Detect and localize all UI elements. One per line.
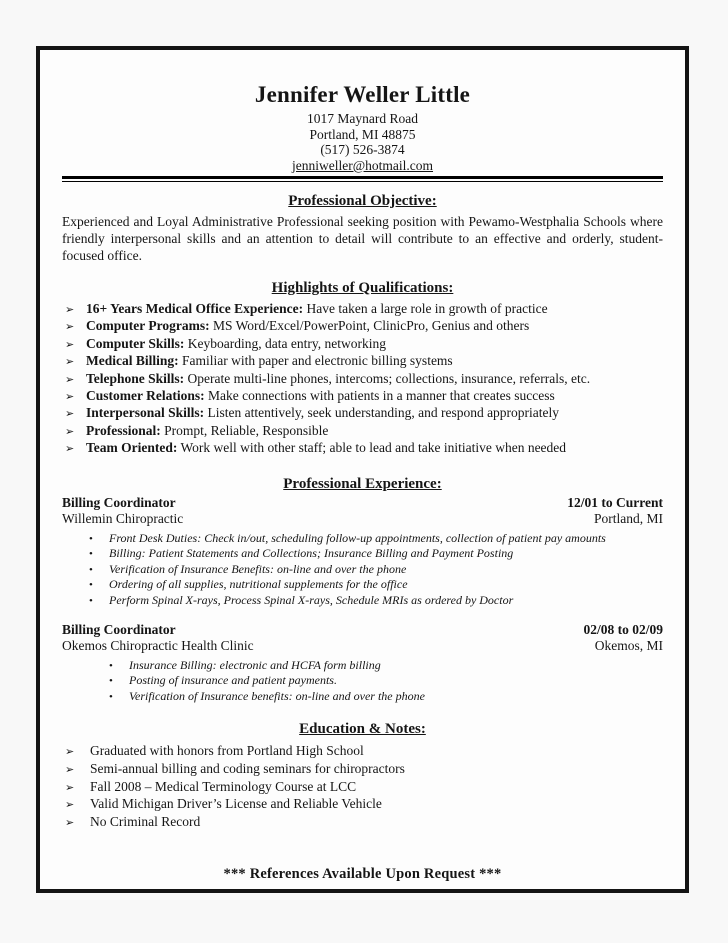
arrow-bullet-icon: ➢ <box>65 763 75 776</box>
job-bullet-item <box>109 673 663 689</box>
disc-bullet-icon: • <box>89 595 93 608</box>
references-note: *** References Available Upon Request *** <box>223 866 502 883</box>
education-item <box>62 796 663 814</box>
job-bullet-text: Front Desk Duties: Check in/out, scheduling follow-up appointments, collection of patient pay amounts <box>109 530 606 545</box>
disc-bullet-icon: • <box>89 579 93 592</box>
arrow-bullet-icon: ➢ <box>65 815 75 829</box>
qualification-label: Computer Skills: <box>86 335 185 351</box>
qualification-text <box>86 353 453 369</box>
experience-jobs <box>62 495 663 705</box>
experience-heading: Professional Experience: <box>283 475 442 492</box>
job-bullet-text: Billing: Patient Statements and Collections; Insurance Billing and Payment Posting <box>109 546 514 561</box>
job-bullet-text: Perform Spinal X-rays, Process Spinal X-rays, Schedule MRIs as ordered by Doctor <box>109 593 514 608</box>
job-bullet-item <box>89 531 663 547</box>
qualification-item <box>62 336 663 353</box>
job-bullet-item <box>89 562 663 578</box>
job-bullet-item <box>89 593 663 609</box>
arrow-bullet-icon: ➢ <box>65 407 75 421</box>
qualifications-list <box>62 301 663 458</box>
name-heading: Jennifer Weller Little <box>254 82 471 107</box>
job-entry <box>62 622 663 705</box>
education-text: No Criminal Record <box>90 813 201 829</box>
header-divider <box>62 176 663 182</box>
qualification-item <box>62 318 663 335</box>
qualifications-heading: Highlights of Qualifications: <box>271 280 454 296</box>
job-bullet-list <box>62 531 663 609</box>
qualification-text <box>86 388 555 404</box>
contact-block <box>62 111 663 173</box>
job-bullet-text: Posting of insurance and patient payments. <box>129 673 337 688</box>
arrow-bullet-icon: ➢ <box>65 337 75 351</box>
education-item <box>62 814 663 832</box>
qualification-text <box>86 405 559 421</box>
arrow-bullet-icon: ➢ <box>65 442 75 456</box>
job-bullet-item <box>109 689 663 705</box>
resume-page <box>36 46 689 893</box>
education-text: Semi-annual billing and coding seminars for chiropractors <box>90 761 405 776</box>
qualification-desc: Make connections with patients in a manner that creates success <box>204 388 555 404</box>
qualification-label: Team Oriented: <box>86 440 178 456</box>
arrow-bullet-icon: ➢ <box>65 745 75 759</box>
objective-heading: Professional Objective: <box>288 193 437 209</box>
qualification-desc: Have taken a large role in growth of practice <box>303 301 548 316</box>
arrow-bullet-icon: ➢ <box>65 355 75 369</box>
disc-bullet-icon: • <box>109 675 113 688</box>
job-bullet-text: Verification of Insurance Benefits: on-line and over the phone <box>109 561 407 576</box>
arrow-bullet-icon: ➢ <box>65 372 75 386</box>
job-bullet-text: Verification of Insurance benefits: on-line and over the phone <box>129 688 425 703</box>
qualification-item <box>62 440 663 457</box>
disc-bullet-icon: • <box>109 690 113 703</box>
job-company-row <box>62 511 663 528</box>
qualification-text <box>86 301 548 317</box>
resume-content <box>40 50 685 883</box>
arrow-bullet-icon: ➢ <box>65 390 75 404</box>
qualification-label: Medical Billing: <box>86 353 179 369</box>
disc-bullet-icon: • <box>89 532 93 545</box>
address-line-1: 1017 Maynard Road <box>307 111 418 126</box>
job-title: Billing Coordinator <box>62 494 176 510</box>
qualification-desc: Prompt, Reliable, Responsible <box>160 422 329 438</box>
qualification-item <box>62 353 663 370</box>
qualification-label: Interpersonal Skills: <box>86 405 205 421</box>
job-company: Okemos Chiropractic Health Clinic <box>62 638 254 654</box>
job-company-row <box>62 638 663 655</box>
job-company: Willemin Chiropractic <box>62 511 184 527</box>
education-text: Valid Michigan Driver’s License and Reliable Vehicle <box>90 796 382 812</box>
qualification-item <box>62 388 663 405</box>
qualification-desc: MS Word/Excel/PowerPoint, ClinicPro, Genius and others <box>209 318 530 334</box>
qualification-label: Professional: <box>86 422 161 438</box>
education-item <box>62 779 663 797</box>
job-location: Okemos, MI <box>594 638 663 654</box>
arrow-bullet-icon: ➢ <box>65 424 75 438</box>
disc-bullet-icon: • <box>109 659 113 672</box>
job-bullet-item <box>89 546 663 562</box>
arrow-bullet-icon: ➢ <box>65 320 75 334</box>
education-list <box>62 743 663 831</box>
qualification-desc: Keyboarding, data entry, networking <box>184 335 386 351</box>
qualification-desc: Listen attentively, seek understanding, and respond appropriately <box>204 405 560 421</box>
job-bullet-item <box>109 658 663 674</box>
qualification-desc: Work well with other staff; able to lead and take initiative when needed <box>177 440 567 456</box>
qualification-item <box>62 423 663 440</box>
email-link[interactable]: jenniweller@hotmail.com <box>291 157 434 173</box>
qualification-item <box>62 301 663 318</box>
arrow-bullet-icon: ➢ <box>65 780 75 794</box>
job-dates: 12/01 to Current <box>567 494 663 510</box>
job-title-row <box>62 495 663 512</box>
education-text: Graduated with honors from Portland High School <box>90 743 364 759</box>
arrow-bullet-icon: ➢ <box>65 303 75 316</box>
job-location: Portland, MI <box>594 511 663 527</box>
email-line <box>62 158 663 174</box>
education-item <box>62 761 663 779</box>
job-bullet-text: Ordering of all supplies, nutritional supplements for the office <box>109 577 408 592</box>
objective-text: Experienced and Loyal Administrative Professional seeking position with Pewamo-Westphalia Schools where friendly interpersonal skills and an attention to detail will contribute to an effective and orderly, student-focused office. <box>62 214 663 263</box>
job-bullet-text: Insurance Billing: electronic and HCFA form billing <box>129 657 381 672</box>
job-title-row <box>62 622 663 639</box>
education-text: Fall 2008 – Medical Terminology Course at LCC <box>90 778 357 794</box>
qualification-item <box>62 405 663 422</box>
education-heading: Education & Notes: <box>299 721 426 738</box>
qualification-desc: Operate multi-line phones, intercoms; collections, insurance, referrals, etc. <box>184 370 591 386</box>
qualification-label: 16+ Years Medical Office Experience: <box>86 301 304 316</box>
qualification-text <box>86 440 566 456</box>
arrow-bullet-icon: ➢ <box>65 798 75 812</box>
qualification-text <box>86 318 529 334</box>
qualification-label: Customer Relations: <box>86 388 205 404</box>
phone-number: (517) 526-3874 <box>320 142 405 157</box>
education-item <box>62 743 663 761</box>
qualification-desc: Familiar with paper and electronic billing systems <box>178 353 453 369</box>
qualification-label: Computer Programs: <box>86 318 210 334</box>
disc-bullet-icon: • <box>89 548 93 561</box>
job-title: Billing Coordinator <box>62 621 176 637</box>
qualification-label: Telephone Skills: <box>86 370 185 386</box>
disc-bullet-icon: • <box>89 563 93 576</box>
job-dates: 02/08 to 02/09 <box>583 621 663 637</box>
job-bullet-item <box>89 577 663 593</box>
qualification-text <box>86 336 386 352</box>
qualification-text <box>86 371 590 387</box>
job-entry <box>62 495 663 609</box>
job-bullet-list <box>62 658 663 705</box>
address-line-2: Portland, MI 48875 <box>309 126 416 142</box>
qualification-text <box>86 423 328 439</box>
qualification-item <box>62 371 663 388</box>
